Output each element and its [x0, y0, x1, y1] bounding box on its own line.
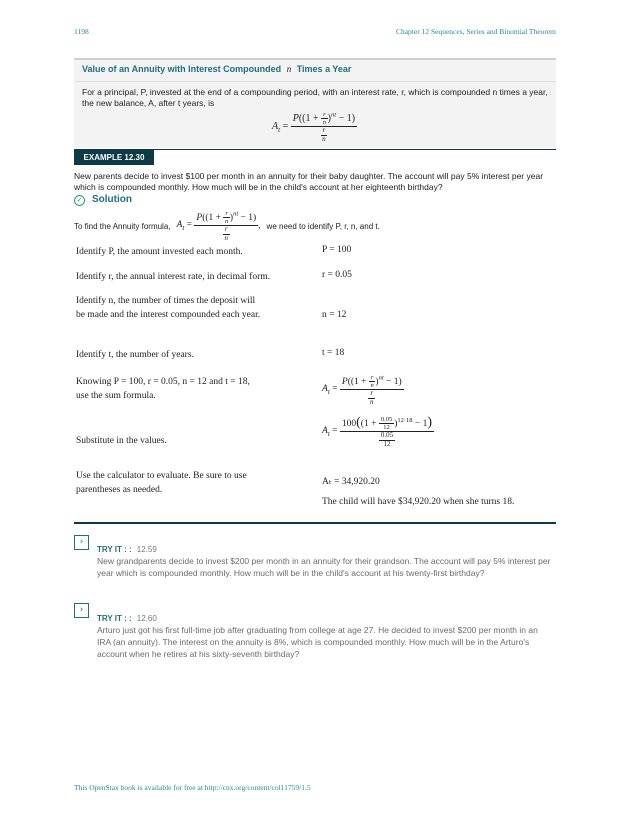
- formula-box-divider: [74, 81, 556, 82]
- step-4-result: t = 18: [322, 348, 345, 358]
- step-3-result: n = 12: [322, 310, 347, 320]
- try-it-1-text: New grandparents decide to invest $200 per month in an annuity for their grandson. The account will pay 5% interest per year which is compounded monthly. How much will be in the child's account at his twenty-first birthday?: [97, 556, 551, 578]
- step-4-text: Identify t, the number of years.: [76, 350, 194, 360]
- step-2-text: Identify r, the annual interest rate, in decimal form.: [76, 272, 271, 282]
- try-it-1-header: TRY IT : : 12.59: [97, 545, 157, 554]
- try-it-2-header: TRY IT : : 12.60: [97, 614, 157, 623]
- try-it-2-text: Arturo just got his first full-time job after graduating from college at age 27. He decided to invest $200 per month in an IRA (an annuity). The interest on the annuity is 8%, which is compounded monthly. How much will be in the Arturo's account when he retires at his sixty-seventh birthday?: [97, 625, 538, 659]
- conclusion: The child will have $34,920.20 when she turns 18.: [322, 497, 515, 507]
- intro-formula: $A_t$ = P((1 + $\frac{r}{n}$ )$^{nt}$ − 1) $\frac{r}{n}$ ,: [176, 210, 261, 242]
- example-problem: New parents decide to invest $100 per month in an annuity for their baby daughter. The account will pay 5% interest per year which is compounded monthly. How much will be in the child's account at her eighteenth birthday?: [74, 171, 544, 192]
- step-5-formula: $A_t$ = P((1 + $\frac{r}{n}$ )$^{nt}$ − 1) $\frac{r}{n}$: [322, 374, 402, 406]
- annuity-formula: $A_t$ = P((1 + $\frac{r}{n}$ )$^{nt}$ − 1) $\frac{r}{n}$: [272, 111, 356, 143]
- solution-title: Solution: [92, 194, 132, 205]
- chevron-right-icon[interactable]: ›: [74, 535, 89, 550]
- step-6-formula: $A_t$ = 100((1 + $\frac{0.05}{12}$ )$^{12\cdot 18}$ − 1) $\frac{0.05}{12}$: [322, 415, 433, 449]
- example-label: EXAMPLE 12.30: [74, 149, 154, 165]
- step-7-text: Use the calculator to evaluate. Be sure to use parentheses as needed.: [76, 471, 247, 495]
- page-number: 1198: [74, 27, 89, 36]
- step-1-result: P = 100: [322, 245, 352, 255]
- step-1-text: Identify P, the amount invested each month.: [76, 247, 243, 257]
- example-end-rule: [74, 522, 556, 524]
- formula-box-text: For a principal, P, invested at the end of a compounding period, with an interest rate, r, which is compounded n times a year, the new balance, A, after t years, is: [82, 87, 548, 108]
- chapter-title: Chapter 12 Sequences, Series and Binomial Theorem: [395, 27, 556, 36]
- step-6-text: Substitute in the values.: [76, 436, 167, 446]
- formula-box-title: Value of an Annuity with Interest Compounded n Times a Year: [82, 64, 352, 74]
- check-circle-icon: ✓: [74, 195, 85, 206]
- footer-text: This OpenStax book is available for free at http://cnx.org/content/col11759/1.5: [74, 783, 311, 792]
- step-2-result: r = 0.05: [322, 270, 352, 280]
- step-5-text: Knowing P = 100, r = 0.05, n = 12 and t = 18, use the sum formula.: [76, 377, 250, 401]
- solution-intro: To find the Annuity formula, $A_t$ = P((1 + $\frac{r}{n}$ )$^{nt}$ − 1) $\frac{r}{n}$ , we need to identify P, r, n, and t.: [74, 210, 380, 242]
- step-7-result: Aₜ = 34,920.20: [322, 477, 380, 487]
- step-3-text: Identify n, the number of times the deposit will be made and the interest compounded each year.: [76, 296, 261, 320]
- chevron-right-icon[interactable]: ›: [74, 603, 89, 618]
